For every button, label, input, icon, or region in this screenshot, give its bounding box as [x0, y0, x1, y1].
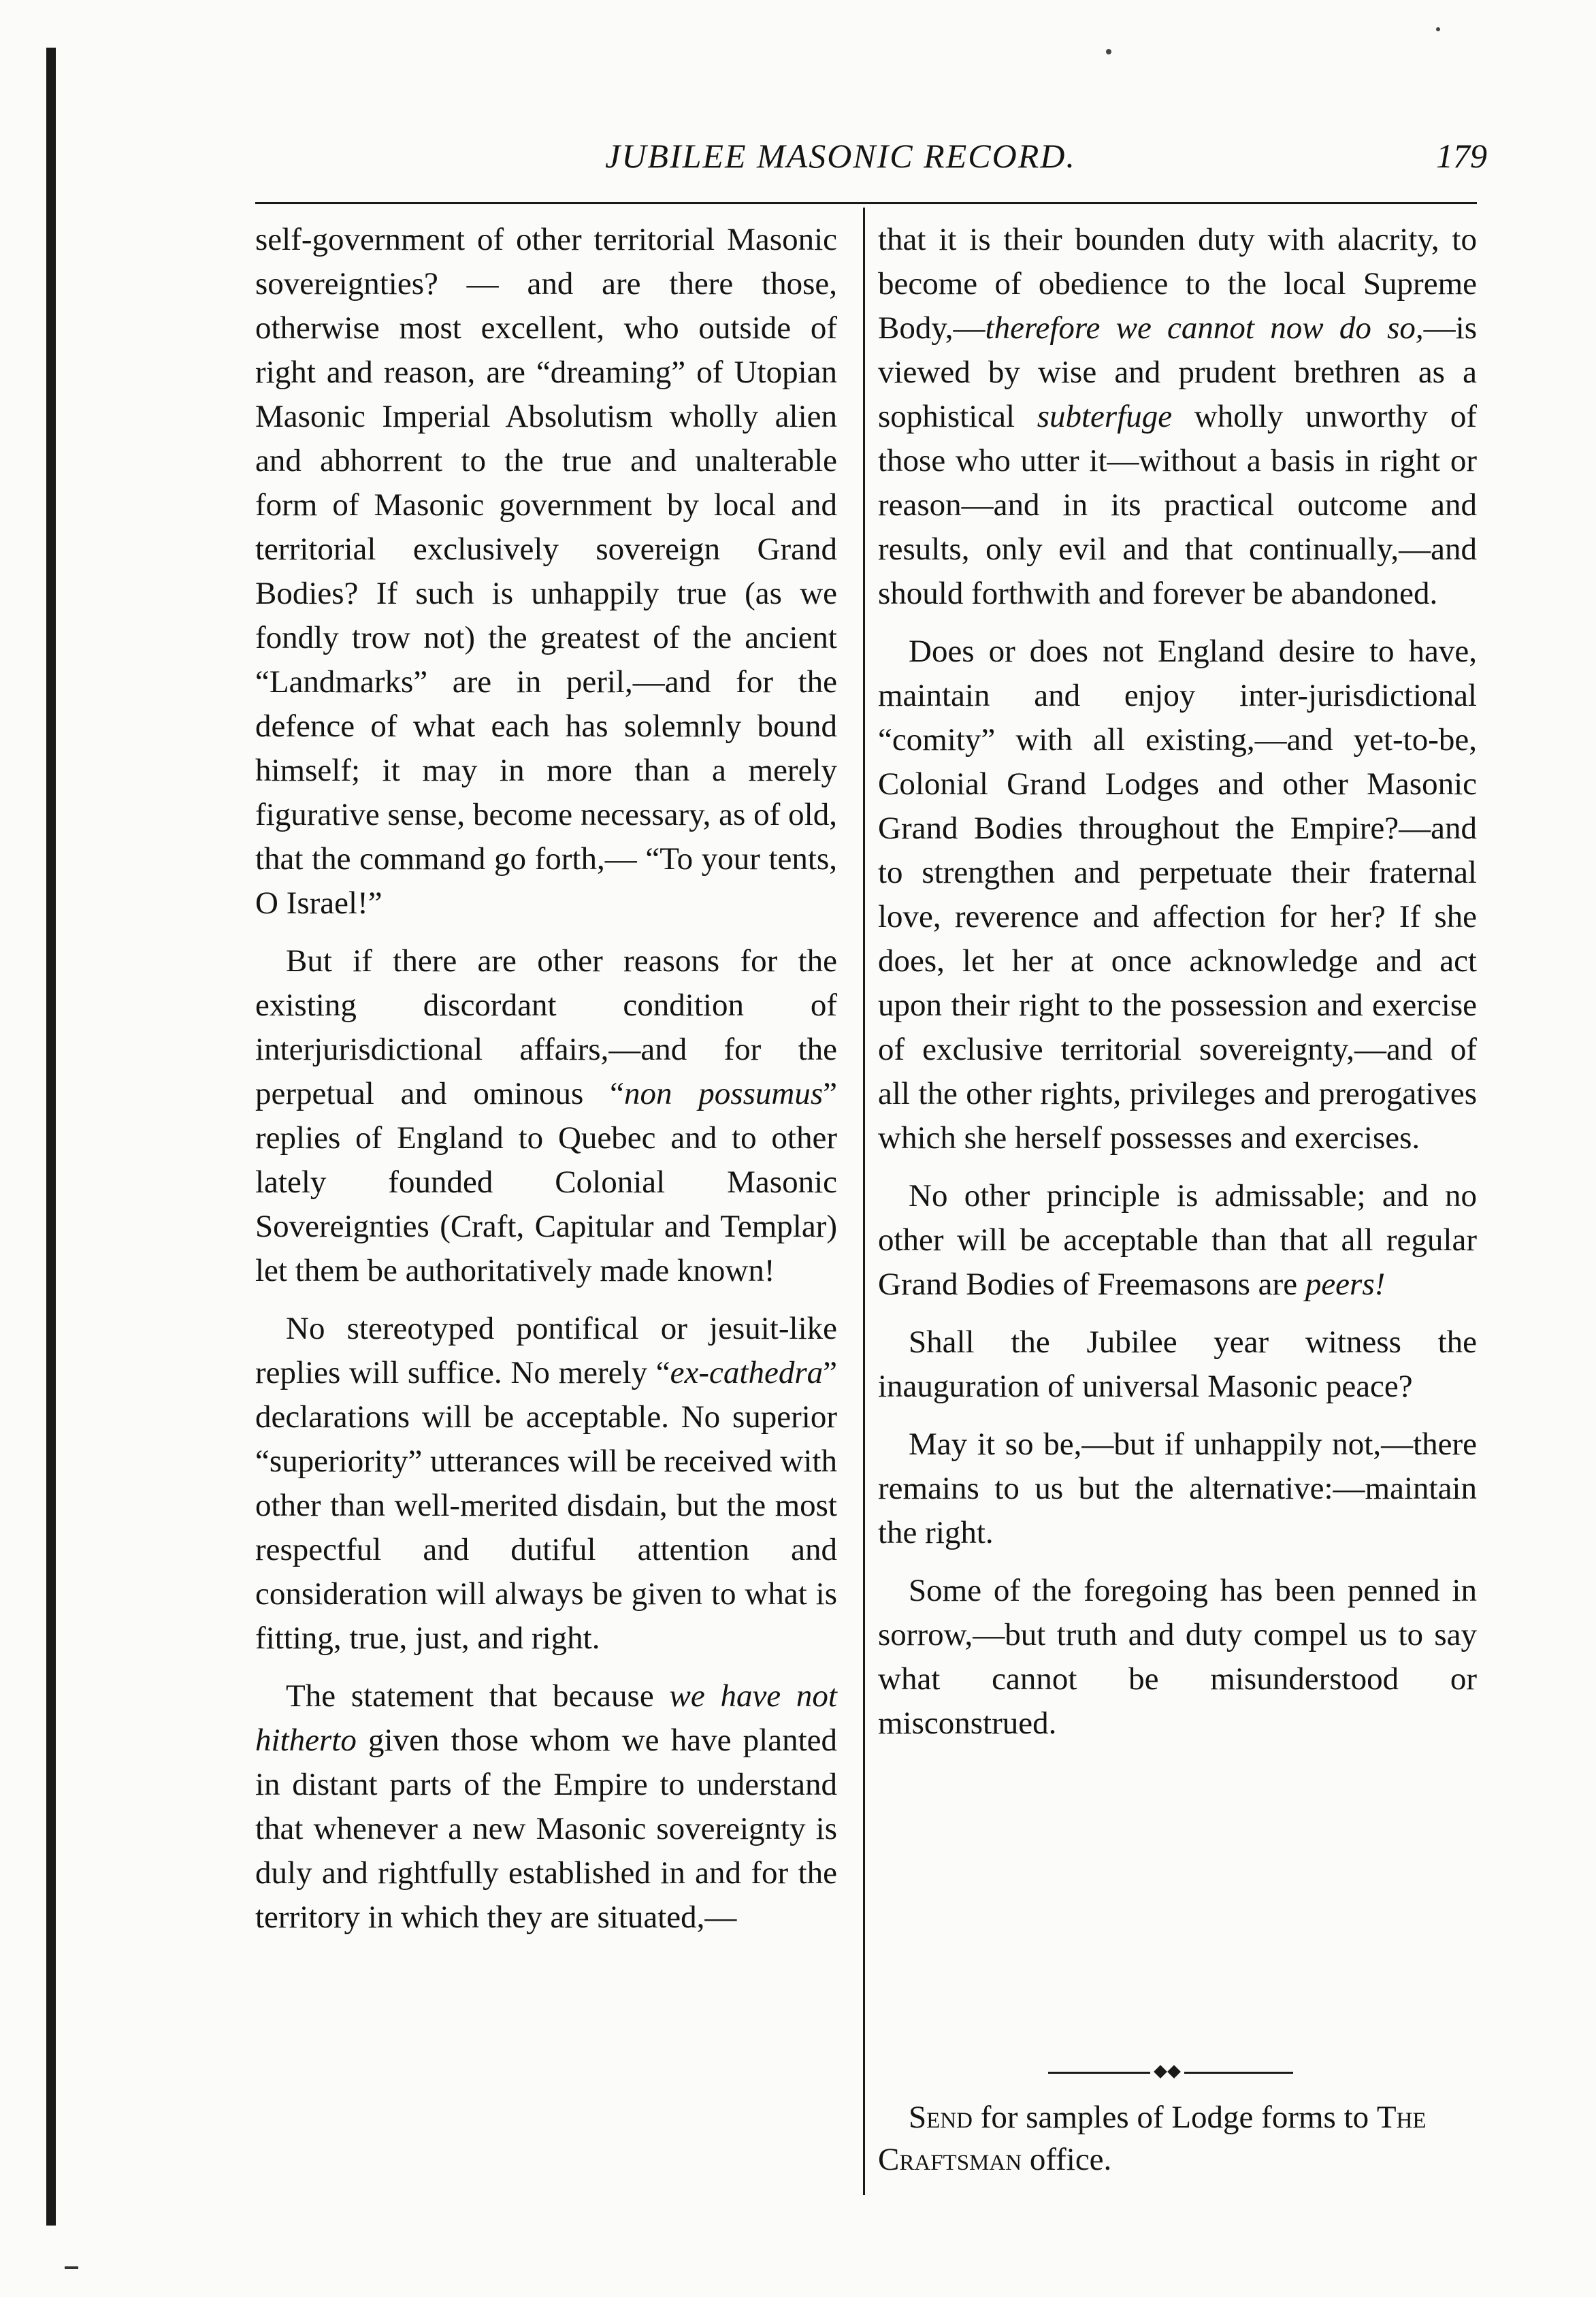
notice-lead-word: Send	[909, 2100, 973, 2135]
speck	[1436, 27, 1440, 31]
running-header-title: JUBILEE MASONIC RECORD.	[605, 137, 1076, 175]
page-number: 179	[1436, 137, 1487, 175]
paragraph: No other principle is admissable; and no other will be acceptable than that all regular Grand Bodies of Freemasons are peers!	[878, 1178, 1477, 1302]
header-rule	[255, 202, 1477, 204]
left-column	[255, 218, 837, 1953]
paragraph: Some of the foregoing has been penned in sorrow,—but truth and duty compel us to say what cannot be misunderstood or misconstrued.	[878, 1573, 1477, 1741]
paragraph: But if there are other reasons for the existing discordant condition of interjurisdictional affairs,—and for the perpetual and ominous “non possumus” replies of England to Quebec and to other lately founded Colonial Masonic Sovereignties (Craft, Capitular and Templar) let them be authoritatively made known!	[255, 943, 837, 1288]
emphasis: peers!	[1305, 1267, 1386, 1302]
emphasis: we have not hitherto	[255, 1678, 837, 1758]
paragraph: No stereotyped pontifical or jesuit-like replies will suffice. No merely “ex-cathedra” declarations will be acceptable. No superior “superiority” utterances will be received with other than well-merited disdain, but the most respectful and dutiful attention and consideration will always be given to what is fitting, true, just, and right.	[255, 1311, 837, 1656]
paragraph: Shall the Jubilee year witness the inauguration of universal Masonic peace?	[878, 1324, 1477, 1404]
paragraph: that it is their bounden duty with alacrity, to become of obedience to the local Supreme Body,—therefore we cannot now do so,—is viewed by wise and prudent brethren as a sophistical subterfuge wholly unworthy of those who utter it—without a basis in right or reason—and in its practical outcome and results, only evil and that continually,—and should forthwith and forever be abandoned.	[878, 222, 1477, 611]
advertisement-notice: Send for samples of Lodge forms to The Craftsman office.	[878, 2100, 1427, 2177]
speck	[1106, 49, 1111, 54]
emphasis: therefore we cannot now do so,	[985, 310, 1424, 346]
right-column	[878, 218, 1477, 1759]
emphasis: subterfuge	[1037, 399, 1173, 434]
binding-edge	[46, 48, 56, 2226]
latin-phrase: ex-cathedra	[670, 1355, 824, 1390]
paragraph: self-government of other territorial Masonic sovereignties? — and are there those, otherwise most excellent, who outside of right and reason, are “dreaming” of Utopian Masonic Imperial Absolutism wholly alien and abhorrent to the true and unalterable form of Masonic government by local and territorial exclusively sovereign Grand Bodies? If such is unhappily true (as we fondly trow not) the greatest of the ancient “Landmarks” are in peril,—and for the defence of what each has solemnly bound himself; it may in more than a merely figurative sense, become necessary, as of old, that the command go forth,— “To your tents, O Israel!”	[255, 222, 837, 921]
publication-name: The Craftsman	[878, 2100, 1427, 2177]
latin-phrase: non possumus	[623, 1076, 824, 1111]
paragraph: The statement that because we have not hitherto given those whom we have planted in distant parts of the Empire to understand that whenever a new Masonic sovereignty is duly and rightfully established in and for the territory in which they are situated,—	[255, 1678, 837, 1935]
binding-mark	[65, 2266, 78, 2269]
section-ornament	[1048, 2066, 1293, 2079]
paragraph: May it so be,—but if unhappily not,—there remains to us but the alternative:—maintain the right.	[878, 1427, 1477, 1550]
paragraph: Does or does not England desire to have, maintain and enjoy inter-jurisdictional “comity” with all existing,—and yet-to-be, Colonial Grand Lodges and other Masonic Grand Bodies throughout the Empire?—and to strengthen and perpetuate their fraternal love, reverence and affection for her? If she does, let her at once acknowledge and act upon their right to the possession and exercise of exclusive territorial sovereignty,—and of all the other rights, privileges and prerogatives which she herself possesses and exercises.	[878, 634, 1477, 1156]
column-divider	[863, 208, 865, 2195]
